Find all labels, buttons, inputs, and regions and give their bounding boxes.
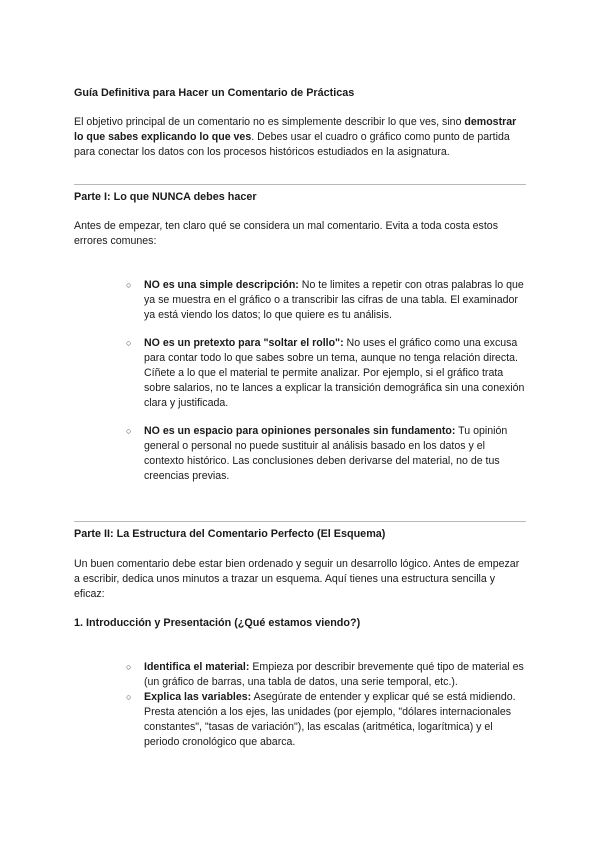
list-item-text: No te limites a repetir con otras palabras lo que ya se muestra en el gráfico o a transcribir las cifras de una tabla. El examinador ya está viendo los datos; lo que quiere es tu análisis. [144,279,524,321]
bullet-icon: ○ [126,662,132,672]
list-item [126,690,526,750]
part1-intro: Antes de empezar, ten claro qué se considera un mal comentario. Evita a toda costa estos errores comunes: [74,220,498,247]
bullet-icon: ○ [126,280,132,290]
part2-heading: Parte II: La Estructura del Comentario Perfecto (El Esquema) [74,528,386,540]
list-item-bold: Identifica el material: [144,661,250,673]
list-item [126,336,526,411]
document-title: Guía Definitiva para Hacer un Comentario de Prácticas [74,87,355,99]
part2-intro: Un buen comentario debe estar bien ordenado y seguir un desarrollo lógico. Antes de empezar a escribir, dedica unos minutos a trazar un esquema. Aquí tienes una estructura sencilla y eficaz: [74,558,520,600]
part1-heading: Parte I: Lo que NUNCA debes hacer [74,191,257,203]
part1-bullet-list [126,278,526,323]
intro-paragraph [74,115,526,160]
bullet-icon: ○ [126,426,132,436]
section-divider [74,521,526,522]
list-item-bold: NO es un espacio para opiniones personales sin fundamento: [144,425,456,437]
intro-text-bold: demostrar lo que sabes explicando lo que ves [74,116,517,143]
part1-bullet-list [126,336,526,411]
intro-text-pre: El objetivo principal de un comentario no es simplemente describir lo que ves, sino [74,116,465,128]
list-item-text: Tu opinión general o personal no puede sustituir al análisis basado en los datos y el contexto histórico. Las conclusiones deben derivarse del material, no de tus creencias previas. [144,425,508,482]
section-divider [74,184,526,185]
bullet-icon: ○ [126,338,132,348]
intro-text-post: . Debes usar el cuadro o gráfico como punto de partida para conectar los datos con los procesos históricos estudiados en la asignatura. [74,131,510,158]
bullet-icon: ○ [126,692,132,702]
list-item-text: Empieza por describir brevemente qué tipo de material es (un gráfico de barras, una tabla de datos, una serie temporal, etc.). [144,661,524,688]
list-item-bold: NO es un pretexto para "soltar el rollo": [144,337,344,349]
list-item-bold: NO es una simple descripción: [144,279,299,291]
list-item-bold: Explica las variables: [144,691,252,703]
list-item [126,424,526,484]
list-item-text: No uses el gráfico como una excusa para contar todo lo que sabes sobre un tema, aunque no tenga relación directa. Cíñete a lo que el material te permite analizar. Por ejemplo, si el gráfico trata sobre salarios, no te lances a explicar la transición demográfica sin una conexión clara y justificada. [144,337,525,409]
list-item [126,660,526,690]
section1-heading: 1. Introducción y Presentación (¿Qué estamos viendo?) [74,617,361,629]
list-item-text: Asegúrate de entender y explicar qué se está midiendo. Presta atención a los ejes, las unidades (por ejemplo, "dólares internacionales constantes", "tasas de variación"), las escalas (aritmética, logarítmica) y el periodo cronológico que abarca. [144,691,516,748]
list-item [126,278,526,323]
part1-bullet-list [126,424,526,484]
section1-bullet-list [126,660,526,750]
